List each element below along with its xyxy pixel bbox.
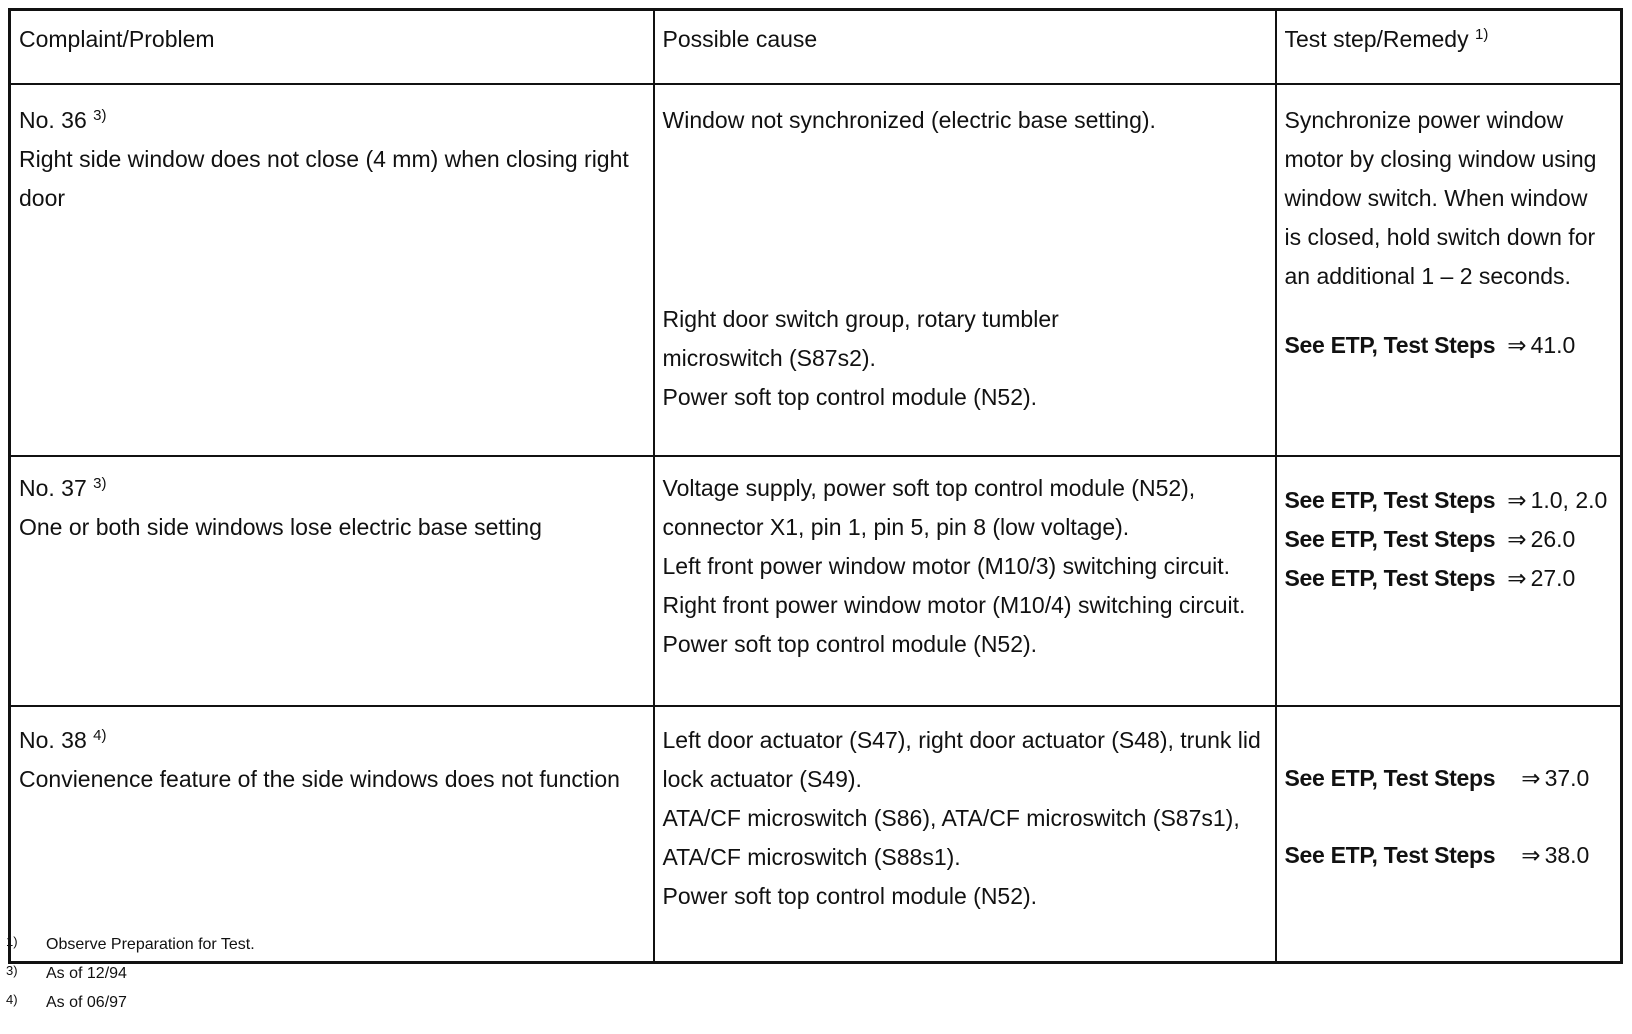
complaint-cell: [10, 84, 654, 456]
remedy-text: Synchronize power window: [1284, 107, 1564, 133]
arrow-right-icon: ⇒: [1521, 842, 1541, 868]
etp-reference: [1285, 520, 1613, 559]
complaint-number: [19, 101, 645, 140]
etp-label: See ETP, Test Steps: [1284, 487, 1496, 513]
header-complaint: Complaint/Problem: [10, 10, 654, 85]
etp-label: See ETP, Test Steps: [1284, 765, 1496, 791]
etp-reference: [1285, 759, 1613, 798]
complaint-number-text: No. 38: [19, 727, 87, 753]
etp-step: 26.0: [1530, 526, 1576, 552]
arrow-right-icon: ⇒: [1507, 526, 1527, 552]
arrow-right-icon: ⇒: [1507, 332, 1527, 358]
footnote: [6, 929, 255, 958]
complaint-number: [19, 721, 645, 760]
cause-text: Power soft top control module (N52).: [662, 631, 1038, 657]
cause-text: Right front power window motor (M10/4) switching circuit.: [662, 592, 1246, 618]
cause-text: connector X1, pin 1, pin 5, pin 8 (low voltage).: [662, 514, 1130, 540]
complaint-cell: [10, 456, 654, 706]
table-row: [10, 706, 1622, 963]
complaint-number-text: No. 37: [19, 475, 87, 501]
remedy-text: an additional 1 – 2 seconds.: [1284, 263, 1571, 289]
footnote-text: As of 06/97: [46, 994, 127, 1011]
footnote-ref: 3): [93, 475, 107, 492]
cause-text: microswitch (S87s2).: [662, 345, 876, 371]
header-remedy: [1276, 10, 1622, 85]
cause-text: lock actuator (S49).: [662, 766, 862, 792]
complaint-text: Right side window does not close (4 mm) when closing right: [19, 146, 629, 172]
remedy-cell: [1276, 706, 1622, 963]
header-cause: Possible cause: [654, 10, 1276, 85]
complaint-number: [19, 469, 645, 508]
remedy-cell: [1276, 456, 1622, 706]
etp-step: 1.0, 2.0: [1530, 487, 1608, 513]
complaint-cell: [10, 706, 654, 963]
cause-cell: [654, 456, 1276, 706]
arrow-right-icon: ⇒: [1507, 565, 1527, 591]
footnote-text: As of 12/94: [46, 965, 127, 982]
etp-step: 27.0: [1530, 565, 1576, 591]
remedy-text: is closed, hold switch down for: [1284, 224, 1596, 250]
diagnosis-table: [8, 8, 1623, 964]
arrow-right-icon: ⇒: [1521, 765, 1541, 791]
footnotes: [6, 929, 255, 1016]
complaint-number-text: No. 36: [19, 107, 87, 133]
cause-text: ATA/CF microswitch (S88s1).: [662, 844, 961, 870]
etp-reference: [1285, 481, 1613, 520]
footnote: [6, 987, 255, 1016]
cause-text: Left front power window motor (M10/3) switching circuit.: [662, 553, 1231, 579]
remedy-cell: [1276, 84, 1622, 456]
etp-reference: [1285, 559, 1613, 598]
cause-text: Left door actuator (S47), right door actuator (S48), trunk lid: [662, 727, 1261, 753]
cause-text: Window not synchronized (electric base setting).: [662, 107, 1156, 133]
cause-text: Power soft top control module (N52).: [662, 883, 1038, 909]
etp-label: See ETP, Test Steps: [1284, 565, 1496, 591]
arrow-right-icon: ⇒: [1507, 487, 1527, 513]
table-header-row: [10, 10, 1622, 85]
cause-text: Voltage supply, power soft top control module (N52),: [662, 475, 1196, 501]
etp-reference: [1285, 836, 1613, 875]
complaint-text: One or both side windows lose electric base setting: [19, 514, 542, 540]
etp-label: See ETP, Test Steps: [1284, 332, 1496, 358]
etp-step: 41.0: [1530, 332, 1576, 358]
table-row: [10, 456, 1622, 706]
cause-cell: [654, 706, 1276, 963]
cause-text: Power soft top control module (N52).: [662, 384, 1038, 410]
cause-cell: [654, 84, 1276, 456]
footnote-ref: 4): [93, 727, 107, 744]
etp-step: 37.0: [1544, 765, 1590, 791]
footnote-ref: 1): [1474, 26, 1489, 43]
etp-label: See ETP, Test Steps: [1284, 842, 1496, 868]
table-row: [10, 84, 1622, 456]
cause-text: Right door switch group, rotary tumbler: [662, 306, 1059, 332]
etp-reference: [1285, 326, 1613, 365]
footnote-ref: 3): [93, 107, 107, 124]
etp-step: 38.0: [1544, 842, 1590, 868]
footnote-mark: 4): [6, 992, 18, 1007]
footnote-mark: 3): [6, 963, 18, 978]
footnote: [6, 958, 255, 987]
remedy-text: motor by closing window using: [1284, 146, 1597, 172]
complaint-text: door: [19, 185, 66, 211]
etp-label: See ETP, Test Steps: [1284, 526, 1496, 552]
cause-text: ATA/CF microswitch (S86), ATA/CF microswitch (S87s1),: [662, 805, 1240, 831]
footnote-text: Observe Preparation for Test.: [46, 936, 255, 953]
footnote-mark: 1): [6, 934, 18, 949]
complaint-text: Convienence feature of the side windows does not function: [19, 766, 620, 792]
remedy-text: window switch. When window: [1284, 185, 1588, 211]
header-remedy-label: Test step/Remedy: [1284, 26, 1469, 52]
